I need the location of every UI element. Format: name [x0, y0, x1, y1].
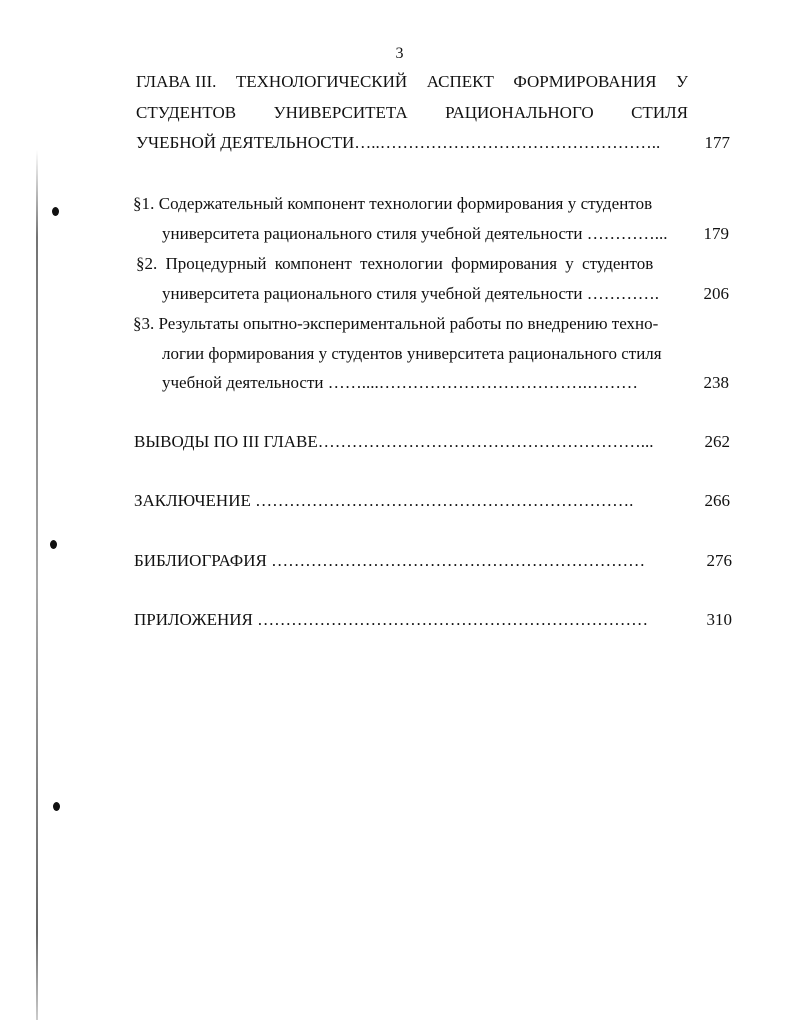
section-2-page-number: 206 [703, 284, 729, 303]
section-3-line-1: §3. Результаты опытно-экспериментальной работы по внедрению техно- [133, 314, 659, 333]
binding-hole-mark [53, 802, 60, 811]
summary-label: ЗАКЛЮЧЕНИЕ …………………………………………………………. [134, 491, 634, 510]
chapter-word: АСПЕКТ [426, 72, 494, 91]
section-3-line-2: логии формирования у студентов университета рационального стиля [162, 344, 662, 363]
section-2-line-1: §2. Процедурный компонент технологии формирования у студентов [136, 254, 654, 273]
bibliography-page-number: 276 [706, 551, 732, 570]
chapter-title-line-3: УЧЕБНОЙ ДЕЯТЕЛЬНОСТИ…..………………………………………….. [136, 133, 661, 152]
scan-edge-line [36, 150, 38, 1020]
chapter-word: УНИВЕРСИТЕТА [273, 103, 408, 122]
section-1-page-number: 179 [703, 224, 729, 243]
chapter-word: ГЛАВА III. [136, 72, 217, 91]
chapter-page-number: 177 [704, 133, 730, 152]
chapter-word: РАЦИОНАЛЬНОГО [445, 103, 594, 122]
conclusions-label: ВЫВОДЫ ПО III ГЛАВЕ…………………………………………………... [134, 432, 654, 451]
page-number: 3 [395, 45, 404, 62]
chapter-title-line-1 [136, 72, 688, 92]
conclusions-page-number: 262 [704, 432, 730, 451]
section-2-line-2: университета рационального стиля учебной деятельности …………. [162, 284, 660, 303]
bibliography-label: БИБЛИОГРАФИЯ ………………………………………………………… [134, 551, 646, 570]
binding-hole-mark [52, 207, 59, 216]
chapter-word: ФОРМИРОВАНИЯ [513, 72, 657, 91]
appendices-page-number: 310 [706, 610, 732, 629]
binding-hole-mark [50, 540, 57, 549]
chapter-title-line-2 [136, 103, 688, 123]
summary-page-number: 266 [704, 491, 730, 510]
section-1-line-1: §1. Содержательный компонент технологии формирования у студентов [133, 194, 653, 213]
chapter-word: СТУДЕНТОВ [136, 103, 237, 122]
appendices-label: ПРИЛОЖЕНИЯ …………………………………………………………… [134, 610, 649, 629]
section-1-line-2: университета рационального стиля учебной деятельности …………... [162, 224, 668, 243]
chapter-word: СТИЛЯ [631, 103, 688, 122]
chapter-word: У [675, 72, 688, 91]
chapter-word: ТЕХНОЛОГИЧЕСКИЙ [235, 72, 408, 91]
section-3-line-3: учебной деятельности ……....……………………………….……… [162, 373, 639, 392]
section-3-page-number: 238 [703, 373, 729, 392]
